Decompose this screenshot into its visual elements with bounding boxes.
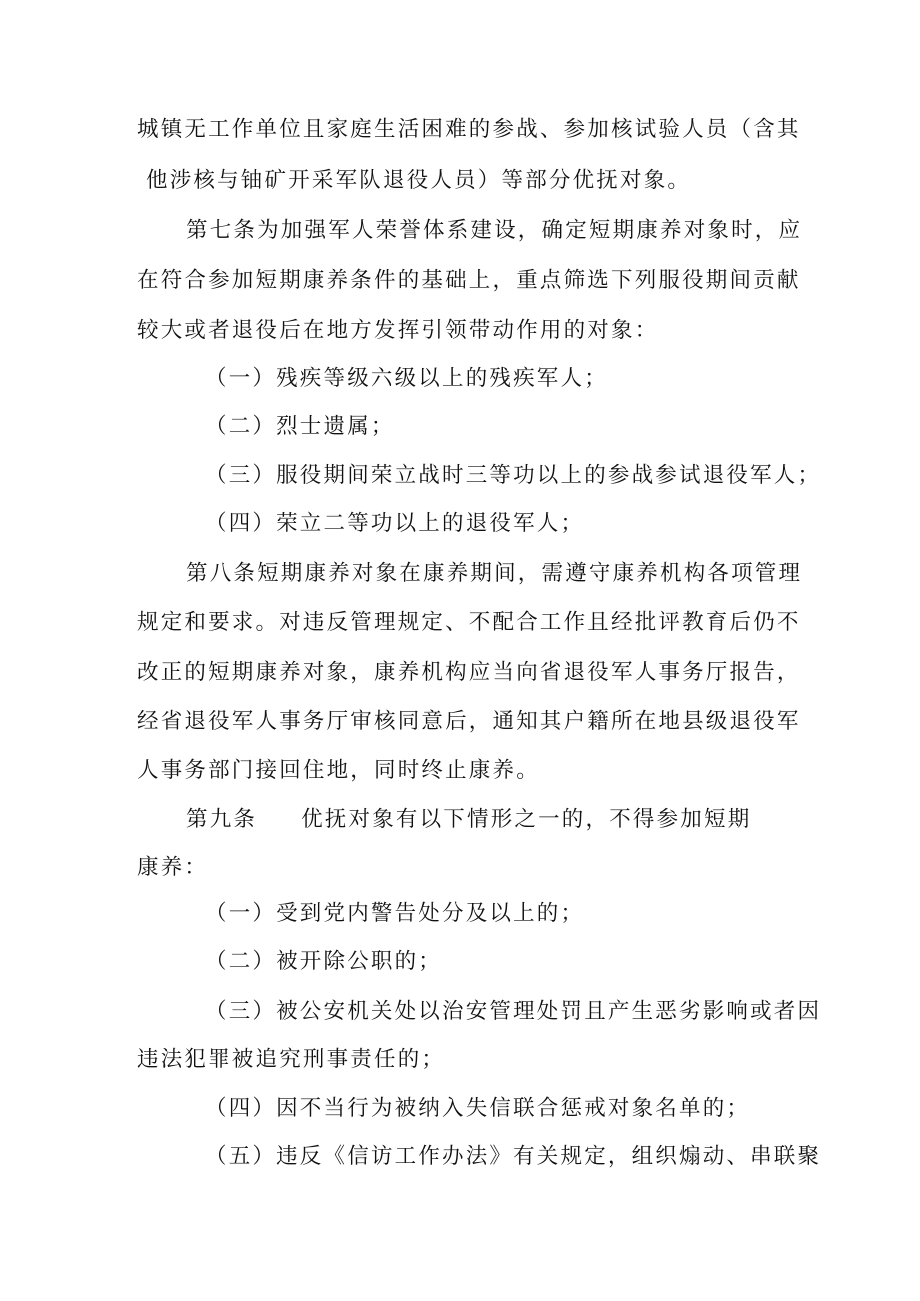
paragraph-line: 城镇无工作单位且家庭生活困难的参战、参加核试验人员（含其 [137, 117, 801, 142]
article-8-line: 第八条短期康养对象在康养期间，需遵守康养机构各项管理 [186, 561, 803, 586]
article-9-text: 优抚对象有以下情形之一的，不得参加短期 [301, 807, 752, 832]
paragraph-line: 较大或者退役后在地方发挥引领带动作用的对象： [137, 318, 659, 343]
list-item: （二）被开除公职的； [205, 949, 443, 974]
paragraph-line: 改正的短期康养对象，康养机构应当向省退役军人事务厅报告， [137, 660, 801, 685]
paragraph-line: 康养： [137, 855, 209, 880]
paragraph-line: 经省退役军人事务厅审核同意后，通知其户籍所在地县级退役军 [137, 709, 801, 734]
list-item: （四）荣立二等功以上的退役军人； [205, 511, 585, 536]
paragraph-line: 在符合参加短期康养条件的基础上，重点筛选下列服役期间贡献 [137, 268, 801, 293]
paragraph-line: 规定和要求。对违反管理规定、不配合工作且经批评教育后仍不 [137, 610, 801, 635]
article-7-line: 第七条为加强军人荣誉体系建设，确定短期康养对象时，应 [186, 218, 803, 243]
paragraph-line: 违法犯罪被追究刑事责任的； [137, 1047, 446, 1072]
article-9-label: 第九条 [186, 807, 258, 832]
paragraph-line: 他涉核与铀矿开采军队退役人员）等部分优抚对象。 [146, 168, 692, 193]
paragraph-line: 人事务部门接回住地，同时终止康养。 [137, 758, 540, 783]
list-item: （三）服役期间荣立战时三等功以上的参战参试退役军人； [205, 463, 822, 488]
list-item: （五）违反《信访工作办法》有关规定，组织煽动、串联聚 [205, 1144, 822, 1169]
list-item: （三）被公安机关处以治安管理处罚且产生恶劣影响或者因 [205, 999, 822, 1024]
article-9-line [186, 803, 846, 837]
list-item: （二）烈士遗属； [205, 414, 395, 439]
list-item: （一）受到党内警告处分及以上的； [205, 901, 585, 926]
list-item: （一）残疾等级六级以上的残疾军人； [205, 366, 608, 391]
list-item: （四）因不当行为被纳入失信联合惩戒对象名单的； [205, 1096, 751, 1121]
